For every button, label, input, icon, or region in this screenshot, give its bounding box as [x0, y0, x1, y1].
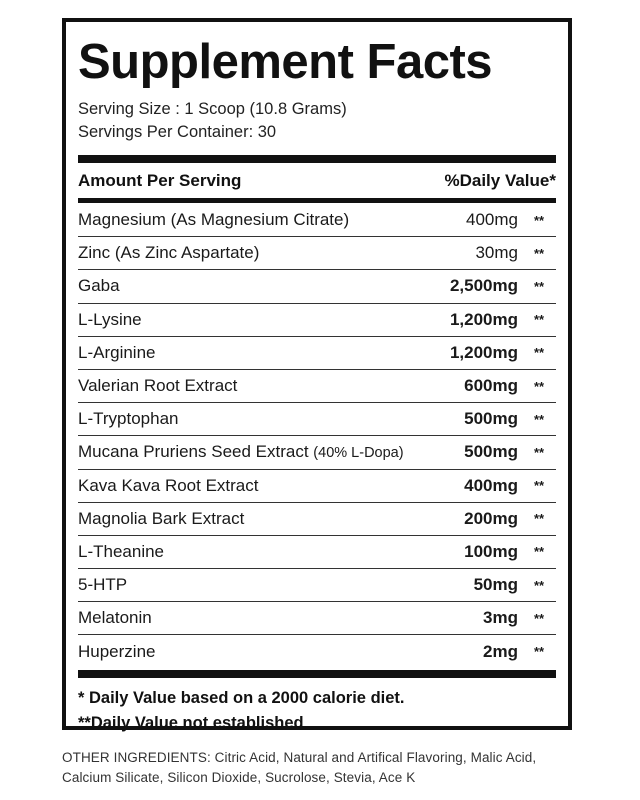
nutrient-dv: **	[533, 411, 545, 427]
table-row	[78, 403, 556, 436]
table-row	[78, 470, 556, 503]
servings-per-container: Servings Per Container: 30	[78, 123, 277, 141]
panel-title: Supplement Facts	[78, 35, 493, 89]
header-amount: Amount Per Serving	[78, 170, 242, 190]
nutrient-name: L-Arginine	[78, 342, 156, 362]
nutrient-dv: **	[533, 312, 545, 328]
nutrient-dv: **	[533, 278, 545, 294]
nutrient-dv: **	[533, 610, 545, 626]
table-row	[78, 436, 556, 469]
nutrient-amount: 400mg	[466, 210, 518, 230]
nutrient-amount: 100mg	[464, 541, 518, 561]
nutrient-amount: 400mg	[464, 475, 518, 495]
nutrient-name	[78, 442, 428, 462]
medium-divider	[78, 198, 556, 203]
nutrient-dv: **	[533, 212, 545, 228]
nutrient-name: L-Theanine	[78, 541, 165, 561]
nutrient-amount: 50mg	[473, 575, 518, 595]
other-ingredients: OTHER INGREDIENTS: Citric Acid, Natural and Artifical Flavoring, Malic Acid, Calcium Silicate, Silicon Dioxide, Sucrolose, Stevia, Ace K	[62, 750, 537, 785]
table-row	[78, 237, 556, 270]
nutrient-amount: 3mg	[483, 608, 518, 628]
nutrient-dv: **	[533, 378, 545, 394]
nutrient-name: L-Tryptophan	[78, 409, 179, 429]
nutrient-name: Kava Kava Root Extract	[78, 475, 259, 495]
nutrient-dv: **	[533, 577, 545, 593]
nutrient-table	[78, 204, 556, 668]
nutrient-amount: 200mg	[464, 508, 518, 528]
nutrient-name: Magnesium (As Magnesium Citrate)	[78, 210, 350, 230]
nutrient-dv: **	[533, 478, 545, 494]
table-row	[78, 569, 556, 602]
nutrient-name: Huperzine	[78, 641, 156, 661]
nutrient-name: Melatonin	[78, 608, 152, 628]
nutrient-name-sub: (40% L-Dopa)	[313, 445, 404, 462]
header-daily-value: %Daily Value*	[444, 170, 556, 190]
table-row	[78, 635, 556, 667]
table-row	[78, 270, 556, 303]
serving-info	[78, 98, 556, 144]
table-row	[78, 204, 556, 237]
nutrient-name: L-Lysine	[78, 309, 142, 329]
nutrient-amount: 30mg	[475, 243, 518, 263]
nutrient-name: Zinc (As Zinc Aspartate)	[78, 243, 260, 263]
nutrient-dv: **	[533, 544, 545, 560]
footnote-daily-value: * Daily Value based on a 2000 calorie diet.	[78, 688, 405, 707]
footnote-not-established: **Daily Value not established	[78, 713, 304, 732]
table-row	[78, 503, 556, 536]
nutrient-name: Magnolia Bark Extract	[78, 508, 245, 528]
nutrient-name-main: Mucana Pruriens Seed Extract	[78, 442, 309, 462]
nutrient-name: Gaba	[78, 276, 120, 296]
nutrient-amount: 600mg	[464, 376, 518, 396]
serving-size: Serving Size : 1 Scoop (10.8 Grams)	[78, 100, 347, 118]
table-row	[78, 370, 556, 403]
nutrient-amount: 2mg	[483, 641, 518, 661]
nutrient-amount: 2,500mg	[449, 276, 518, 296]
nutrient-name: Valerian Root Extract	[78, 376, 238, 396]
table-row	[78, 304, 556, 337]
nutrient-amount: 500mg	[464, 442, 518, 462]
nutrient-dv: **	[533, 644, 545, 660]
nutrient-dv: **	[533, 511, 545, 527]
nutrient-amount: 500mg	[464, 409, 518, 429]
thick-divider	[78, 670, 556, 678]
table-row	[78, 337, 556, 370]
footnotes	[78, 686, 556, 736]
nutrient-dv: **	[533, 245, 545, 261]
nutrient-dv: **	[533, 345, 545, 361]
nutrient-amount: 1,200mg	[449, 309, 518, 329]
table-row	[78, 536, 556, 569]
nutrient-dv: **	[533, 444, 545, 460]
nutrient-name: 5-HTP	[78, 575, 128, 595]
nutrient-amount: 1,200mg	[449, 342, 518, 362]
table-row	[78, 602, 556, 635]
thick-divider	[78, 155, 556, 163]
supplement-facts-panel	[62, 18, 572, 730]
table-header	[78, 163, 556, 198]
